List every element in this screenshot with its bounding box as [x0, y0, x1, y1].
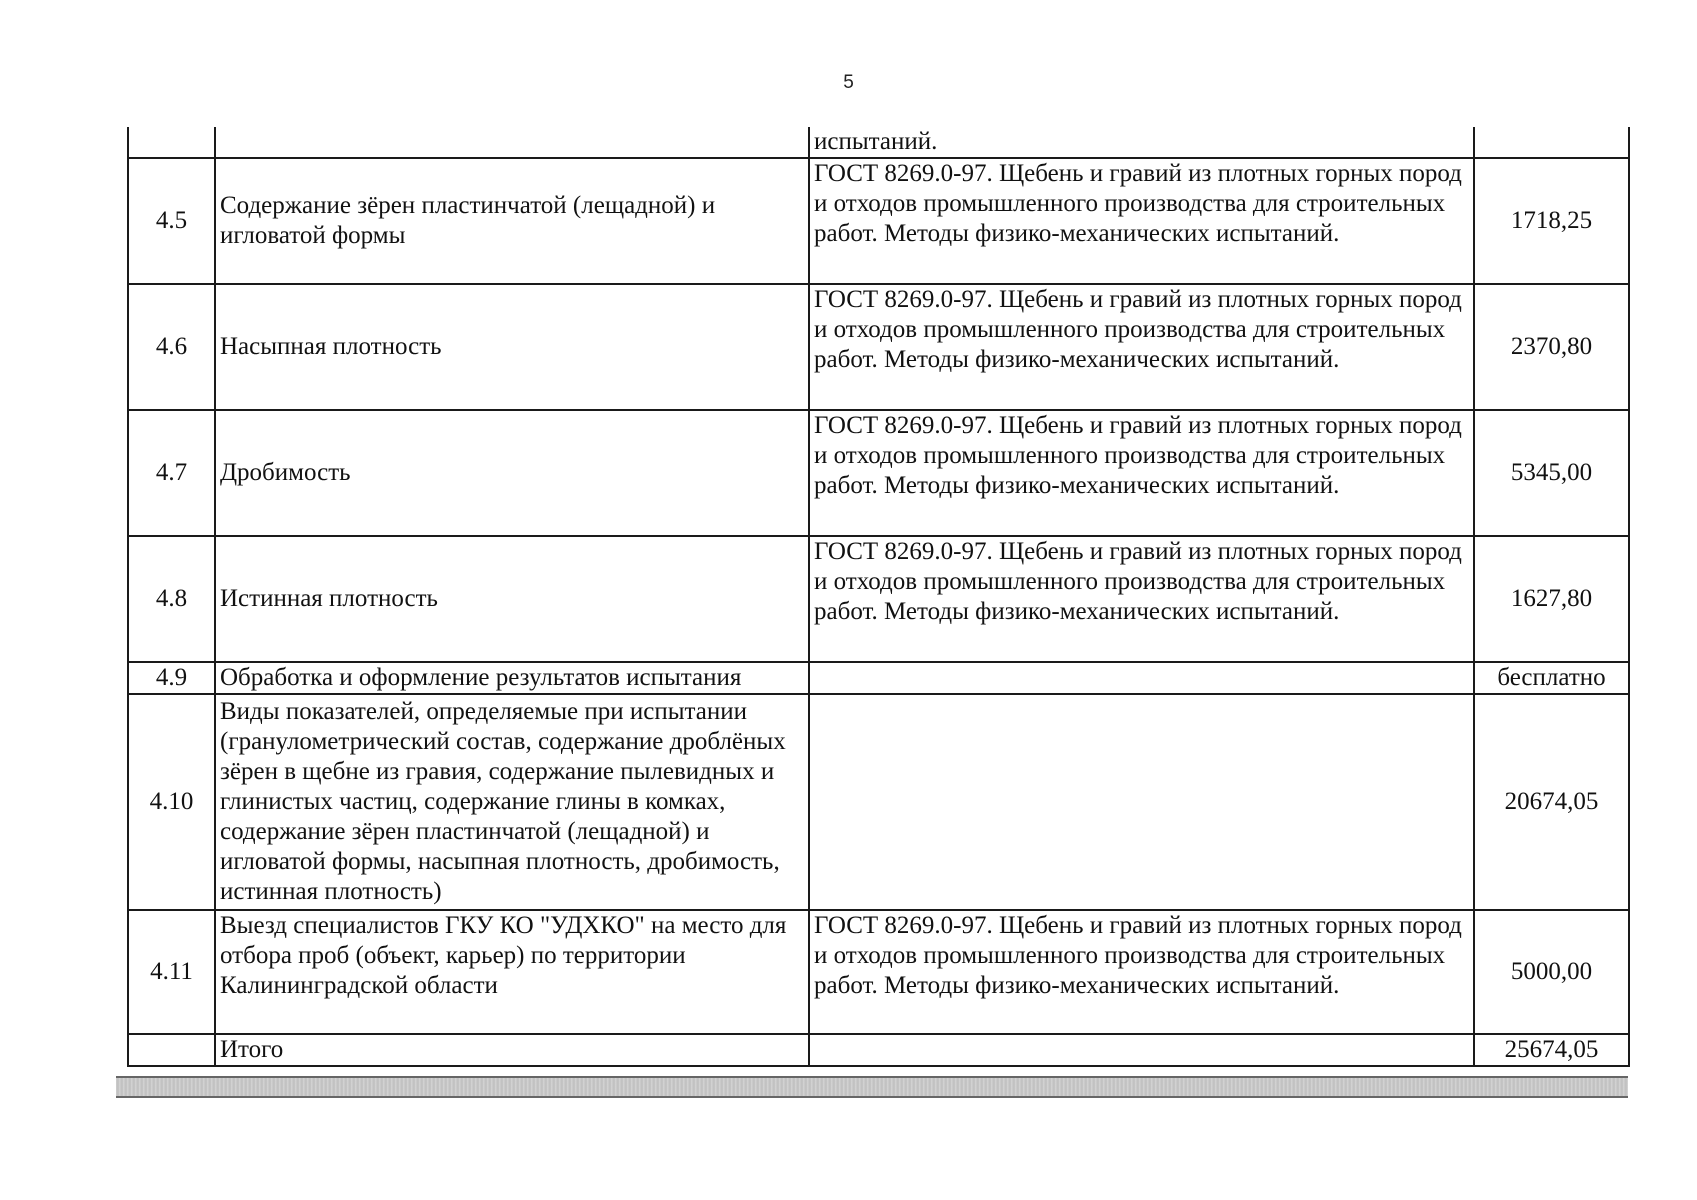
- cell-standard: [809, 694, 1474, 910]
- cell-price: 1627,80: [1474, 536, 1629, 662]
- cell-name: [215, 127, 809, 158]
- total-label: Итого: [215, 1034, 809, 1066]
- table-row: [128, 662, 1629, 694]
- total-price: 25674,05: [1474, 1034, 1629, 1066]
- table-row: [128, 284, 1629, 410]
- cell-name: Дробимость: [215, 410, 809, 536]
- cell-price: 20674,05: [1474, 694, 1629, 910]
- cell-num: 4.5: [128, 158, 215, 284]
- cell-name: Выезд специалистов ГКУ КО "УДХКО" на место для отбора проб (объект, карьер) по территории Калининградской области: [215, 910, 809, 1034]
- cell-num: 4.9: [128, 662, 215, 694]
- cell-standard: ГОСТ 8269.0-97. Щебень и гравий из плотных горных пород и отходов промышленного производства для строительных работ. Методы физико-механических испытаний.: [809, 536, 1474, 662]
- cell-name: Содержание зёрен пластинчатой (лещадной) и игловатой формы: [215, 158, 809, 284]
- table-row: [128, 410, 1629, 536]
- cell-standard: ГОСТ 8269.0-97. Щебень и гравий из плотных горных пород и отходов промышленного производства для строительных работ. Методы физико-механических испытаний.: [809, 284, 1474, 410]
- table-row: [128, 536, 1629, 662]
- cell-price: 5000,00: [1474, 910, 1629, 1034]
- cell-num: 4.6: [128, 284, 215, 410]
- cell-num: 4.10: [128, 694, 215, 910]
- cell-num: [128, 127, 215, 158]
- table-row: [128, 694, 1629, 910]
- cell-price: 5345,00: [1474, 410, 1629, 536]
- cell-name: Истинная плотность: [215, 536, 809, 662]
- table-row: [128, 158, 1629, 284]
- table-row-total: [128, 1034, 1629, 1066]
- cell-standard: [809, 662, 1474, 694]
- cell-num: [128, 1034, 215, 1066]
- cell-standard: испытаний.: [809, 127, 1474, 158]
- scan-shade-strip: [116, 1076, 1628, 1098]
- cell-standard: ГОСТ 8269.0-97. Щебень и гравий из плотных горных пород и отходов промышленного производства для строительных работ. Методы физико-механических испытаний.: [809, 910, 1474, 1034]
- table-row-continuation: [128, 127, 1629, 158]
- table-row: [128, 910, 1629, 1034]
- price-table: [127, 127, 1630, 1067]
- cell-price: бесплатно: [1474, 662, 1629, 694]
- cell-num: 4.8: [128, 536, 215, 662]
- cell-num: 4.7: [128, 410, 215, 536]
- cell-price: [1474, 127, 1629, 158]
- cell-num: 4.11: [128, 910, 215, 1034]
- cell-price: 1718,25: [1474, 158, 1629, 284]
- cell-standard: ГОСТ 8269.0-97. Щебень и гравий из плотных горных пород и отходов промышленного производства для строительных работ. Методы физико-механических испытаний.: [809, 410, 1474, 536]
- cell-name: Виды показателей, определяемые при испытании (гранулометрический состав, содержание дроблёных зёрен в щебне из гравия, содержание пылевидных и глинистых частиц, содержание глины в комках, содержание зёрен пластинчатой (лещадной) и игловатой формы, насыпная плотность, дробимость, истинная плотность): [215, 694, 809, 910]
- cell-price: 2370,80: [1474, 284, 1629, 410]
- cell-standard: ГОСТ 8269.0-97. Щебень и гравий из плотных горных пород и отходов промышленного производства для строительных работ. Методы физико-механических испытаний.: [809, 158, 1474, 284]
- page-number: 5: [843, 72, 854, 93]
- cell-name: Обработка и оформление результатов испытания: [215, 662, 809, 694]
- cell-name: Насыпная плотность: [215, 284, 809, 410]
- cell-standard: [809, 1034, 1474, 1066]
